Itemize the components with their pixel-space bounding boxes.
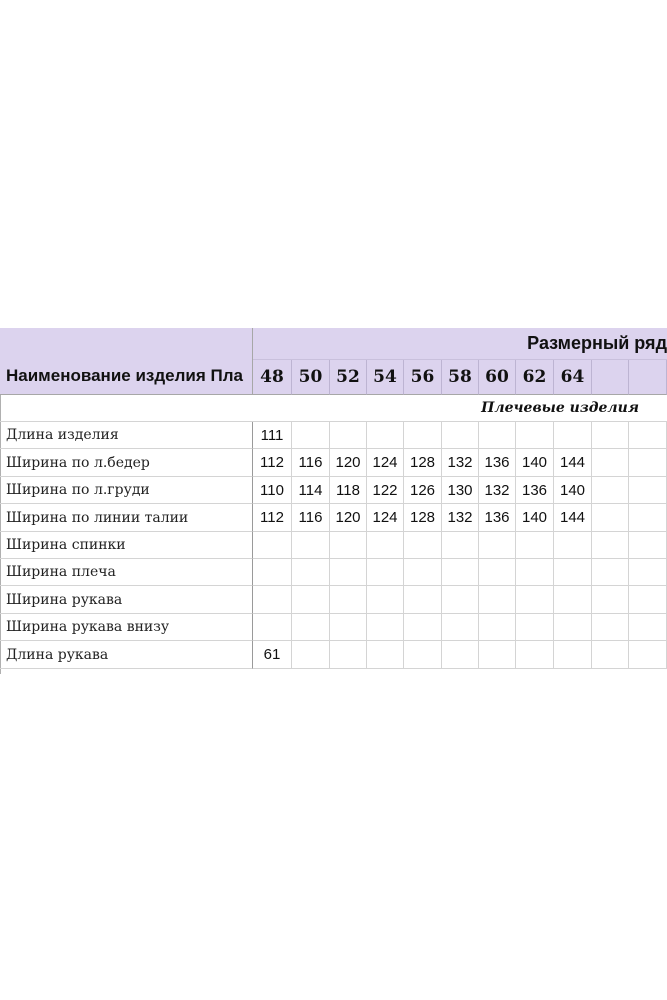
measurement-cell [253, 614, 292, 641]
measurement-cell [367, 586, 404, 614]
size-column-header [592, 360, 629, 395]
row-label: Ширина плеча [0, 559, 253, 586]
measurement-cell: 116 [292, 449, 330, 477]
measurement-cell: 124 [367, 449, 404, 477]
size-column-header: 62 [516, 360, 554, 395]
row-label: Ширина по линии талии [0, 504, 253, 532]
measurement-cell [629, 477, 667, 504]
measurement-cell [367, 614, 404, 641]
measurement-cell [404, 614, 442, 641]
measurement-cell: 130 [442, 477, 479, 504]
measurement-cell: 132 [479, 477, 516, 504]
measurement-cell: 124 [367, 504, 404, 532]
measurement-cell [592, 641, 629, 669]
measurement-cell: 144 [554, 449, 592, 477]
measurement-cell: 140 [516, 449, 554, 477]
measurement-cell [554, 586, 592, 614]
measurement-cell [479, 586, 516, 614]
measurement-cell: 128 [404, 449, 442, 477]
size-column-header: 52 [330, 360, 367, 395]
measurement-cell: 136 [516, 477, 554, 504]
size-chart-table [0, 328, 667, 674]
measurement-cell [367, 641, 404, 669]
measurement-cell [292, 586, 330, 614]
size-column-header: 54 [367, 360, 404, 395]
measurement-cell: 120 [330, 504, 367, 532]
section-label: Плечевые изделия [0, 395, 667, 422]
measurement-cell [292, 422, 330, 449]
measurement-cell [592, 449, 629, 477]
measurement-cell: 111 [253, 422, 292, 449]
measurement-cell [516, 641, 554, 669]
measurement-cell: 128 [404, 504, 442, 532]
measurement-cell [292, 614, 330, 641]
measurement-cell: 114 [292, 477, 330, 504]
measurement-cell [592, 504, 629, 532]
measurement-cell: 110 [253, 477, 292, 504]
measurement-cell [592, 477, 629, 504]
measurement-cell [442, 532, 479, 559]
measurement-cell [292, 559, 330, 586]
measurement-cell [479, 559, 516, 586]
measurement-cell [253, 532, 292, 559]
row-label: Ширина рукава внизу [0, 614, 253, 641]
measurement-cell [442, 641, 479, 669]
product-name-header: Наименование изделия Пла [0, 328, 253, 395]
measurement-cell [330, 559, 367, 586]
measurement-cell [592, 586, 629, 614]
measurement-cell [442, 586, 479, 614]
measurement-cell [516, 614, 554, 641]
measurement-cell [554, 559, 592, 586]
measurement-cell [629, 532, 667, 559]
measurement-cell [592, 422, 629, 449]
measurement-cell [516, 422, 554, 449]
measurement-cell [629, 614, 667, 641]
size-column-header: 56 [404, 360, 442, 395]
measurement-cell [442, 422, 479, 449]
measurement-cell [629, 449, 667, 477]
measurement-cell [516, 559, 554, 586]
measurement-cell [592, 532, 629, 559]
measurement-cell: 126 [404, 477, 442, 504]
measurement-cell [479, 614, 516, 641]
measurement-cell [554, 641, 592, 669]
measurement-cell: 144 [554, 504, 592, 532]
measurement-cell [516, 532, 554, 559]
row-label: Ширина рукава [0, 586, 253, 614]
size-range-header: Размерный ряд [253, 328, 667, 360]
measurement-cell [330, 532, 367, 559]
measurement-cell [367, 532, 404, 559]
measurement-cell [292, 532, 330, 559]
size-column-header: 50 [292, 360, 330, 395]
size-column-header [629, 360, 667, 395]
measurement-cell [516, 586, 554, 614]
measurement-cell [554, 532, 592, 559]
measurement-cell: 116 [292, 504, 330, 532]
measurement-cell [554, 614, 592, 641]
measurement-cell [479, 422, 516, 449]
measurement-cell [629, 586, 667, 614]
row-label: Длина рукава [0, 641, 253, 669]
measurement-cell: 112 [253, 504, 292, 532]
measurement-cell [367, 559, 404, 586]
measurement-cell [629, 422, 667, 449]
measurement-cell [479, 532, 516, 559]
row-label: Ширина спинки [0, 532, 253, 559]
measurement-cell [629, 504, 667, 532]
measurement-cell: 140 [554, 477, 592, 504]
row-label: Ширина по л.груди [0, 477, 253, 504]
measurement-cell: 122 [367, 477, 404, 504]
measurement-cell: 132 [442, 504, 479, 532]
measurement-cell [330, 641, 367, 669]
size-column-header: 58 [442, 360, 479, 395]
size-column-header: 60 [479, 360, 516, 395]
measurement-cell: 118 [330, 477, 367, 504]
measurement-cell [629, 559, 667, 586]
measurement-cell [404, 422, 442, 449]
measurement-cell [367, 422, 404, 449]
size-column-header: 48 [253, 360, 292, 395]
measurement-cell [442, 559, 479, 586]
measurement-cell [253, 559, 292, 586]
measurement-cell [404, 586, 442, 614]
measurement-cell: 120 [330, 449, 367, 477]
measurement-cell [330, 614, 367, 641]
measurement-cell [629, 641, 667, 669]
measurement-cell [479, 641, 516, 669]
measurement-cell [404, 559, 442, 586]
row-label: Ширина по л.бедер [0, 449, 253, 477]
measurement-cell [554, 422, 592, 449]
measurement-cell [330, 422, 367, 449]
measurement-cell [253, 586, 292, 614]
measurement-cell [592, 614, 629, 641]
measurement-cell: 61 [253, 641, 292, 669]
measurement-cell [404, 641, 442, 669]
measurement-cell: 140 [516, 504, 554, 532]
measurement-cell [330, 586, 367, 614]
measurement-cell [442, 614, 479, 641]
measurement-cell: 136 [479, 449, 516, 477]
size-column-header: 64 [554, 360, 592, 395]
measurement-cell [292, 641, 330, 669]
measurement-cell: 136 [479, 504, 516, 532]
measurement-cell: 132 [442, 449, 479, 477]
measurement-cell [592, 559, 629, 586]
measurement-cell [404, 532, 442, 559]
row-label: Длина изделия [0, 422, 253, 449]
measurement-cell: 112 [253, 449, 292, 477]
